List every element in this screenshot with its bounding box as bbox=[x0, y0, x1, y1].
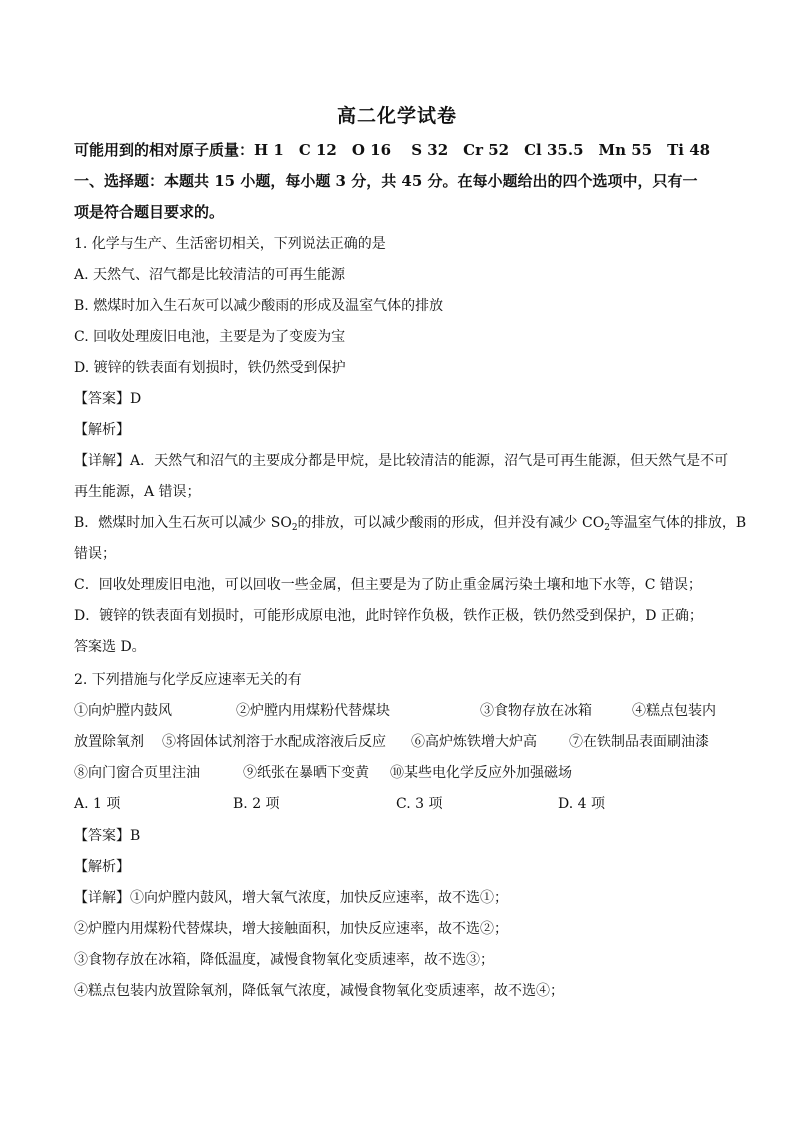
q1-detail-line: 答案选 D。 bbox=[74, 639, 146, 655]
q2-option-b: B. 2 项 bbox=[233, 796, 280, 812]
q2-option-d: D. 4 项 bbox=[558, 796, 605, 812]
q1-stem: 1. 化学与生产、生活密切相关，下列说法正确的是 bbox=[74, 236, 386, 252]
q2-detail-line: ③食物存放在冰箱，降低温度，减慢食物氧化变质速率，故不选③； bbox=[74, 952, 494, 968]
section-heading-line2: 项是符合题目要求的。 bbox=[74, 203, 225, 221]
q1-detail-line: 【详解】A．天然气和沼气的主要成分都是甲烷，是比较清洁的能源，沼气是可再生能源，但天然气是不可 bbox=[74, 453, 729, 469]
q2-analysis-label: 【解析】 bbox=[74, 859, 130, 875]
text-segment: 的排放，可以减少酸雨的形成，但并没有减少 CO bbox=[297, 515, 605, 531]
q2-stem: 2. 下列措施与化学反应速率无关的有 bbox=[74, 672, 302, 688]
q1-option-d: D. 镀锌的铁表面有划损时，铁仍然受到保护 bbox=[74, 360, 346, 376]
q2-detail-line: ④糕点包装内放置除氧剂，降低氧气浓度，减慢食物氧化变质速率，故不选④； bbox=[74, 983, 564, 999]
page-title: 高二化学试卷 bbox=[336, 105, 457, 127]
text-segment: 等温室气体的排放，B bbox=[609, 515, 747, 531]
q1-analysis-label: 【解析】 bbox=[74, 422, 130, 438]
q1-option-c: C. 回收处理废旧电池，主要是为了变废为宝 bbox=[74, 329, 346, 345]
q2-answer bbox=[74, 826, 140, 846]
q2-item-4a: ④糕点包装内 bbox=[632, 703, 716, 719]
q2-item-4b: 放置除氧剂 bbox=[74, 734, 144, 750]
text-segment: B．燃煤时加入生石灰可以减少 SO bbox=[74, 515, 292, 531]
q1-detail-line-b bbox=[74, 513, 746, 538]
answer-label: 【答案】 bbox=[74, 391, 130, 407]
q2-option-c: C. 3 项 bbox=[396, 796, 443, 812]
subscript: 2 bbox=[604, 523, 610, 533]
q2-item-6: ⑥高炉炼铁增大炉高 bbox=[411, 734, 537, 750]
q2-item-1: ①向炉膛内鼓风 bbox=[74, 703, 172, 719]
q2-item-2: ②炉膛内用煤粉代替煤块 bbox=[236, 703, 390, 719]
q1-detail-line: 错误； bbox=[74, 546, 116, 562]
answer-label: 【答案】 bbox=[74, 828, 130, 844]
answer-value: B bbox=[130, 828, 141, 844]
q2-detail-line: ②炉膛内用煤粉代替煤块，增大接触面积，加快反应速率，故不选②； bbox=[74, 921, 508, 937]
q1-detail-line: 再生能源，A 错误； bbox=[74, 484, 201, 500]
atomic-masses: 可能用到的相对原子质量：H 1 C 12 O 16 S 32 Cr 52 Cl 35.5 Mn 55 Ti 48 bbox=[74, 141, 711, 159]
q2-item-10: ⑩某些电化学反应外加强磁场 bbox=[390, 765, 572, 781]
q1-answer bbox=[74, 389, 141, 409]
q1-detail-line: D．镀锌的铁表面有划损时，可能形成原电池，此时锌作负极，铁作正极，铁仍然受到保护，D 正确； bbox=[74, 608, 703, 624]
q2-option-a: A. 1 项 bbox=[74, 796, 121, 812]
section-heading-line1: 一、选择题：本题共 15 小题，每小题 3 分，共 45 分。在每小题给出的四个选项中，只有一 bbox=[74, 172, 698, 190]
q2-item-8: ⑧向门窗合页里注油 bbox=[74, 765, 200, 781]
q2-item-3: ③食物存放在冰箱 bbox=[480, 703, 592, 719]
q1-detail-line: C．回收处理废旧电池，可以回收一些金属，但主要是为了防止重金属污染土壤和地下水等，C 错误； bbox=[74, 577, 702, 593]
q1-option-a: A. 天然气、沼气都是比较清洁的可再生能源 bbox=[74, 267, 346, 283]
q2-detail-line: 【详解】①向炉膛内鼓风，增大氧气浓度，加快反应速率，故不选①； bbox=[74, 890, 508, 906]
q1-option-b: B. 燃煤时加入生石灰可以减少酸雨的形成及温室气体的排放 bbox=[74, 298, 444, 314]
q2-item-7: ⑦在铁制品表面刷油漆 bbox=[569, 734, 709, 750]
q2-item-9: ⑨纸张在暴晒下变黄 bbox=[243, 765, 369, 781]
answer-value: D bbox=[130, 391, 142, 407]
subscript: 2 bbox=[291, 523, 298, 533]
q2-item-5: ⑤将固体试剂溶于水配成溶液后反应 bbox=[162, 734, 386, 750]
